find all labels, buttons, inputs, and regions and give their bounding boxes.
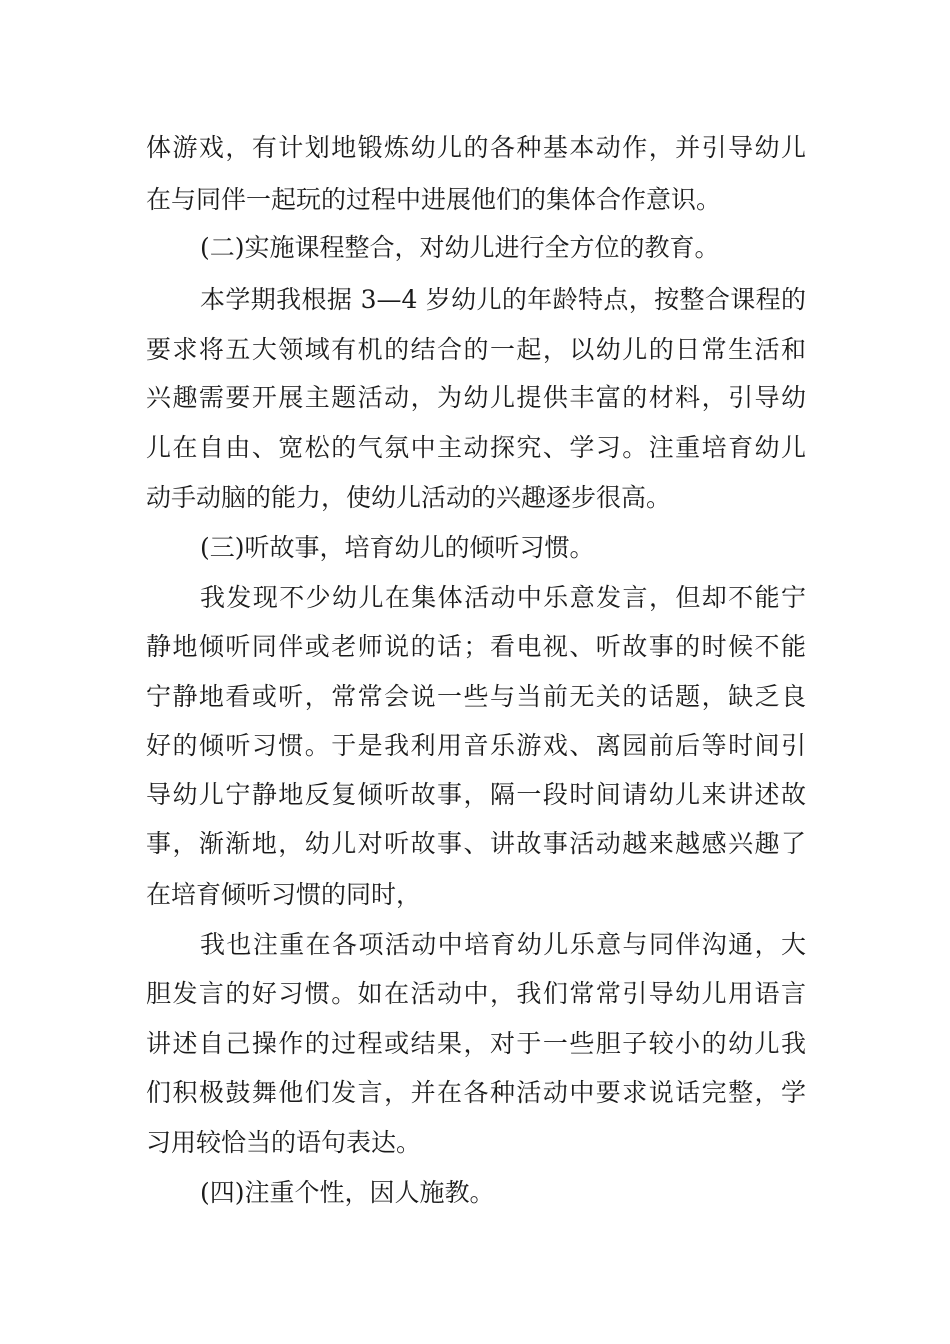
text-line: 在与同伴一起玩的过程中进展他们的集体合作意识。: [146, 185, 722, 214]
text-line: 我也注重在各项活动中培育幼儿乐意与同伴沟通，大: [200, 930, 806, 959]
text-line: 在培育倾听习惯的同时，: [146, 880, 422, 909]
text-line: 们积极鼓舞他们发言，并在各种活动中要求说话完整，学: [146, 1078, 806, 1107]
text-line: 动手动脑的能力，使幼儿活动的兴趣逐步很高。: [146, 483, 672, 512]
text-line: 静地倾听同伴或老师说的话；看电视、听故事的时候不能: [146, 632, 806, 661]
text-line: 好的倾听习惯。于是我利用音乐游戏、离园前后等时间引: [146, 731, 806, 760]
text-line: 儿在自由、宽松的气氛中主动探究、学习。注重培育幼儿: [146, 433, 806, 462]
text-line: 我发现不少幼儿在集体活动中乐意发言，但却不能宁: [200, 583, 806, 612]
text-line: 导幼儿宁静地反复倾听故事，隔一段时间请幼儿来讲述故: [146, 780, 806, 809]
text-line: 要求将五大领域有机的结合的一起，以幼儿的日常生活和: [146, 335, 806, 364]
text-line: 体游戏，有计划地锻炼幼儿的各种基本动作，并引导幼儿: [146, 133, 806, 162]
text-line: 讲述自己操作的过程或结果，对于一些胆子较小的幼儿我: [146, 1029, 806, 1058]
text-line: 宁静地看或听，常常会说一些与当前无关的话题，缺乏良: [146, 682, 806, 711]
section-heading: (二)实施课程整合，对幼儿进行全方位的教育。: [200, 233, 720, 262]
text-line: 事，渐渐地，幼儿对听故事、讲故事活动越来越感兴趣了: [146, 829, 806, 858]
section-heading: (三)听故事，培育幼儿的倾听习惯。: [200, 533, 595, 562]
text-line: 本学期我根据 3—4 岁幼儿的年龄特点，按整合课程的: [200, 285, 806, 314]
text-line: 兴趣需要开展主题活动，为幼儿提供丰富的材料，引导幼: [146, 383, 806, 412]
section-heading: (四)注重个性，因人施教。: [200, 1178, 495, 1207]
text-line: 习用较恰当的语句表达。: [146, 1128, 422, 1157]
text-line: 胆发言的好习惯。如在活动中，我们常常引导幼儿用语言: [146, 979, 806, 1008]
